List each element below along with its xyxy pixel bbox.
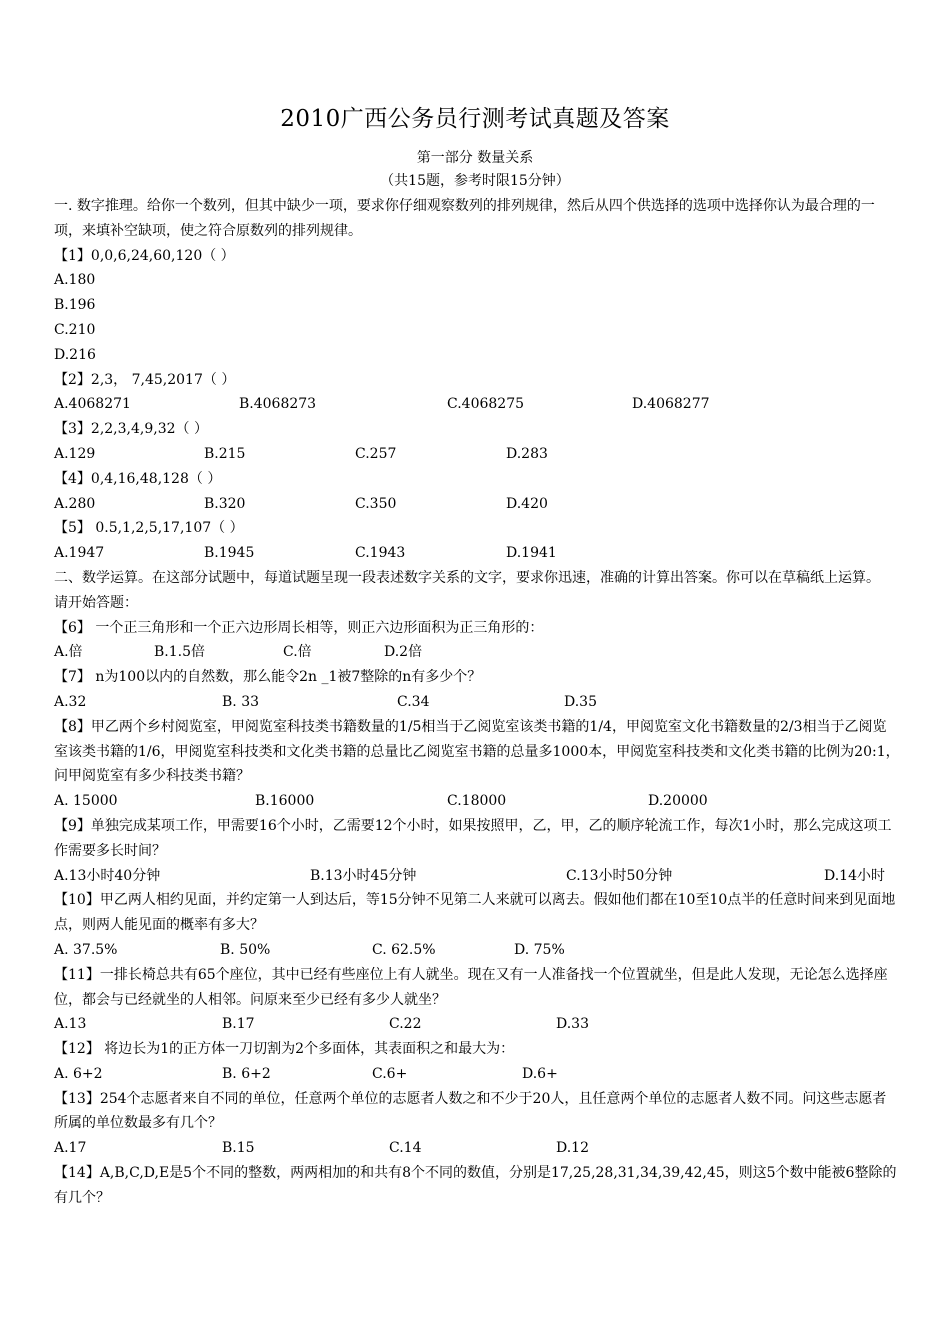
- section2-intro: 二、数学运算。在这部分试题中，每道试题呈现一段表述数字关系的文字，要求你迅速，准确的计算出答案。你可以在草稿纸上运算。: [54, 569, 880, 586]
- q12-option-d: D.6+: [522, 1065, 558, 1082]
- q9-option-a: A.13小时40分钟: [54, 867, 161, 884]
- question-stem-3: 【3】2,2,3,4,9,32（ ）: [54, 421, 208, 438]
- q5-option-a: A.1947: [54, 545, 105, 562]
- q3-option-d: D.283: [506, 445, 548, 462]
- q6-option-a: A.倍: [54, 644, 83, 661]
- q9-option-d: D.14小时: [824, 867, 885, 884]
- q4-option-a: A.280: [54, 495, 96, 512]
- q3-option-c: C.257: [355, 445, 397, 462]
- q10-options: [54, 938, 900, 963]
- q12-options: [54, 1062, 900, 1087]
- q2-option-a: A.4068271: [54, 396, 131, 413]
- q1-option-d: D.216: [54, 346, 96, 363]
- q8-option-c: C.18000: [447, 793, 507, 810]
- q4-option-c: C.350: [355, 495, 397, 512]
- q13-option-d: D.12: [556, 1140, 589, 1157]
- question-stem-11: 【11】一排长椅总共有65个座位，其中已经有些座位上有人就坐。现在又有一人准备找一个位置就坐，但是此人发现，无论怎么选择座位，都会与已经就坐的人相邻。问原来至少已经有多少人就坐？: [54, 966, 888, 1008]
- q5-option-b: B.1945: [204, 545, 255, 562]
- part-note: （共15题，参考时限15分钟）: [380, 173, 570, 189]
- q7-option-d: D.35: [564, 693, 597, 710]
- q5-option-c: C.1943: [355, 545, 406, 562]
- q11-option-a: A.13: [54, 1016, 87, 1033]
- q9-options: [54, 864, 900, 889]
- q13-option-a: A.17: [54, 1140, 87, 1157]
- q6-options: [54, 640, 900, 665]
- q11-option-d: D.33: [556, 1016, 589, 1033]
- question-stem-8: 【8】甲乙两个乡村阅览室，甲阅览室科技类书籍数量的1/5相当于乙阅览室该类书籍的1/4，甲阅览室文化书籍数量的2/3相当于乙阅览室该类书籍的1/6，甲阅览室科技类和文化类书籍的总量比乙阅览室书籍的总量多1000本，甲阅览室科技类和文化类书籍的比例为20:1，问甲阅览室有多少科技类书籍？: [54, 718, 900, 785]
- question-stem-9: 【9】单独完成某项工作，甲需要16个小时，乙需要12个小时，如果按照甲，乙，甲，乙的顺序轮流工作，每次1小时，那么完成这项工作需要多长时间？: [54, 817, 892, 859]
- q10-option-d: D. 75%: [514, 941, 565, 958]
- q6-option-b: B.1.5倍: [154, 644, 206, 661]
- q5-options: [54, 541, 900, 566]
- question-stem-10: 【10】甲乙两人相约见面，并约定第一人到达后，等15分钟不见第二人来就可以离去。假如他们都在10至10点半的任意时间来到见面地点，则两人能见面的概率有多大？: [54, 892, 896, 934]
- q2-option-d: D.4068277: [632, 396, 710, 413]
- section2-start: 请开始答题：: [54, 594, 138, 611]
- q7-option-a: A.32: [54, 693, 87, 710]
- q3-option-b: B.215: [204, 445, 246, 462]
- q13-option-c: C.14: [389, 1140, 422, 1157]
- part-title: 第一部分 数量关系: [416, 150, 534, 166]
- q1-option-a: A.180: [54, 272, 96, 289]
- q8-option-d: D.20000: [648, 793, 708, 810]
- q1-option-b: B.196: [54, 297, 96, 314]
- question-stem-6: 【6】 一个正三角形和一个正六边形周长相等，则正六边形面积为正三角形的：: [54, 619, 544, 636]
- q2-options: [54, 392, 900, 417]
- q7-option-b: B. 33: [222, 693, 260, 710]
- question-stem-2: 【2】2,3， 7,45,2017（ ）: [54, 371, 236, 388]
- q5-option-d: D.1941: [506, 545, 557, 562]
- question-stem-12: 【12】 将边长为1的正方体一刀切割为2个多面体，其表面积之和最大为：: [54, 1041, 515, 1058]
- q3-options: [54, 442, 900, 467]
- question-stem-7: 【7】 n为100以内的自然数，那么能令2n _1被7整除的n有多少个？: [54, 669, 482, 686]
- q11-options: [54, 1012, 900, 1037]
- question-stem-4: 【4】0,4,16,48,128（ ）: [54, 470, 222, 487]
- q2-option-c: C.4068275: [447, 396, 525, 413]
- q6-option-d: D.2倍: [384, 644, 423, 661]
- q8-option-b: B.16000: [255, 793, 315, 810]
- document-title: 2010广西公务员行测考试真题及答案: [280, 106, 670, 132]
- q8-options: [54, 789, 900, 814]
- q10-option-a: A. 37.5%: [54, 941, 118, 958]
- q4-option-b: B.320: [204, 495, 246, 512]
- q8-option-a: A. 15000: [54, 793, 118, 810]
- q3-option-a: A.129: [54, 445, 96, 462]
- q6-option-c: C.倍: [283, 644, 312, 661]
- question-stem-14: 【14】A,B,C,D,E是5个不同的整数，两两相加的和共有8个不同的数值，分别是17,25,28,31,34,39,42,45，则这5个数中能被6整除的有几个？: [54, 1165, 897, 1206]
- q10-option-c: C. 62.5%: [372, 941, 436, 958]
- q9-option-c: C.13小时50分钟: [566, 867, 673, 884]
- question-stem-13: 【13】254个志愿者来自不同的单位，任意两个单位的志愿者人数之和不少于20人，且任意两个单位的志愿者人数不同。问这些志愿者所属的单位数最多有几个？: [54, 1090, 887, 1132]
- q11-option-c: C.22: [389, 1016, 422, 1033]
- q4-option-d: D.420: [506, 495, 548, 512]
- q11-option-b: B.17: [222, 1016, 255, 1033]
- q13-options: [54, 1136, 900, 1161]
- q10-option-b: B. 50%: [220, 941, 271, 958]
- q12-option-b: B. 6+2: [222, 1065, 271, 1082]
- question-list: [54, 194, 900, 1211]
- section1-intro: 一. 数字推理。给你一个数列，但其中缺少一项，要求你仔细观察数列的排列规律，然后从四个供选择的选项中选择你认为最合理的一项，来填补空缺项，使之符合原数列的排列规律。: [54, 198, 875, 239]
- q12-option-c: C.6+: [372, 1065, 408, 1082]
- q9-option-b: B.13小时45分钟: [310, 867, 417, 884]
- q7-option-c: C.34: [397, 693, 430, 710]
- q13-option-b: B.15: [222, 1140, 255, 1157]
- question-stem-5: 【5】 0.5,1,2,5,17,107（ ）: [54, 520, 244, 537]
- q1-option-c: C.210: [54, 321, 96, 338]
- question-stem-1: 【1】0,0,6,24,60,120（ ）: [54, 247, 235, 264]
- q12-option-a: A. 6+2: [54, 1065, 103, 1082]
- q2-option-b: B.4068273: [239, 396, 317, 413]
- q7-options: [54, 690, 900, 715]
- q4-options: [54, 492, 900, 517]
